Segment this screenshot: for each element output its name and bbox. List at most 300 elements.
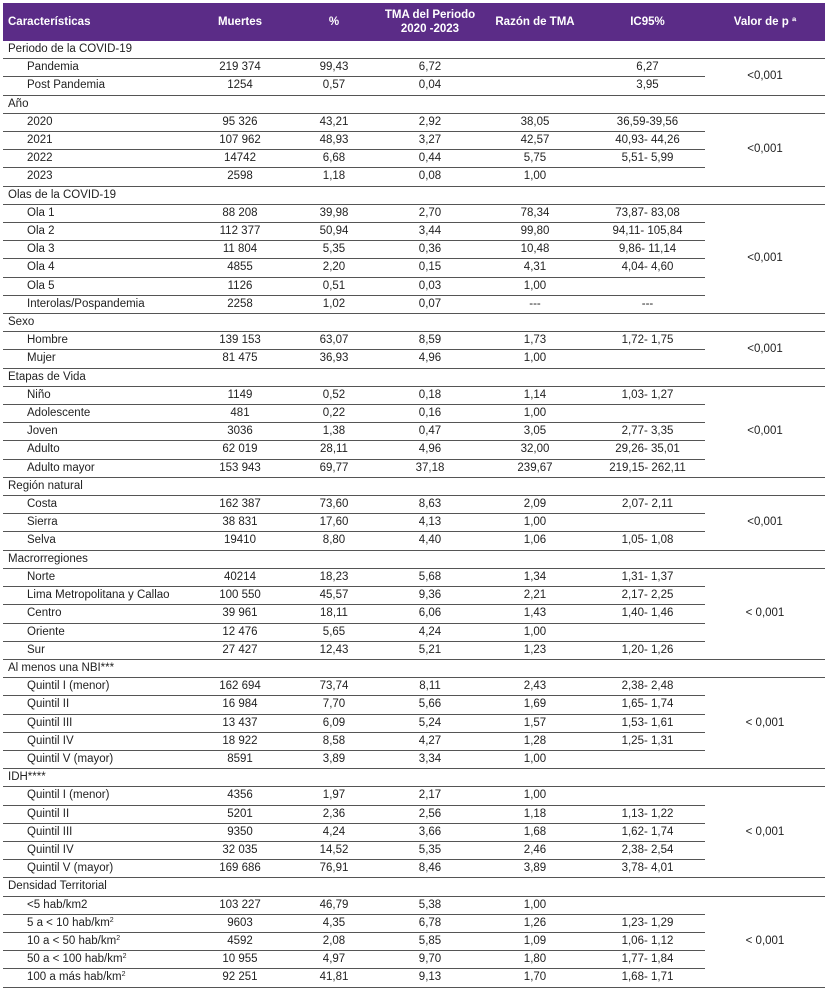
cell-ic: 2,17- 2,25 (590, 587, 705, 605)
cell-tma: 2,70 (380, 204, 480, 222)
row-label-superscript: 2 (122, 953, 127, 961)
row-label-text: 2022 (27, 152, 53, 165)
group-header-row (3, 477, 825, 495)
cell-pct: 43,21 (288, 113, 380, 131)
cell-tma: 9,70 (380, 951, 480, 969)
group-name: Año (3, 95, 825, 113)
row-label-text: Ola 4 (27, 261, 55, 274)
cell-ic: 1,72- 1,75 (590, 332, 705, 350)
row-label-text: Quintil IV (27, 734, 74, 747)
cell-muertes: 81 475 (192, 350, 288, 368)
cell-ic: 1,53- 1,61 (590, 714, 705, 732)
cell-pct: 6,09 (288, 714, 380, 732)
cell-muertes: 1254 (192, 77, 288, 95)
cell-tma: 3,27 (380, 132, 480, 150)
cell-pvalue: <0,001 (705, 59, 825, 95)
row-label (3, 241, 192, 259)
row-label (3, 732, 192, 750)
cell-tma: 0,04 (380, 77, 480, 95)
cell-ic (590, 350, 705, 368)
cell-ic (590, 405, 705, 423)
table-row (3, 459, 825, 477)
cell-tma: 6,06 (380, 605, 480, 623)
row-label-text: Niño (27, 388, 51, 401)
cell-tma: 4,13 (380, 514, 480, 532)
cell-pct: 99,43 (288, 59, 380, 77)
cell-tma: 5,85 (380, 932, 480, 950)
row-label-text: Lima Metropolitana y Callao (27, 589, 170, 602)
cell-pvalue: <0,001 (705, 386, 825, 477)
cell-muertes: 107 962 (192, 132, 288, 150)
cell-pct: 7,70 (288, 696, 380, 714)
table-row (3, 787, 825, 805)
cell-tma: 5,66 (380, 696, 480, 714)
cell-ic: 3,78- 4,01 (590, 860, 705, 878)
table-row (3, 113, 825, 131)
row-label (3, 914, 192, 932)
table-row (3, 678, 825, 696)
cell-ic: 1,03- 1,27 (590, 386, 705, 404)
cell-pct: 17,60 (288, 514, 380, 532)
cell-muertes: 18 922 (192, 732, 288, 750)
row-label (3, 951, 192, 969)
group-name: Macrorregiones (3, 550, 825, 568)
group-header-row (3, 95, 825, 113)
table-row (3, 150, 825, 168)
row-label (3, 641, 192, 659)
table-header (3, 3, 825, 41)
cell-razon: 2,09 (480, 496, 590, 514)
cell-pvalue: <0,001 (705, 496, 825, 551)
cell-muertes: 3036 (192, 423, 288, 441)
cell-razon: 78,34 (480, 204, 590, 222)
cell-muertes: 92 251 (192, 969, 288, 987)
group-name: IDH**** (3, 769, 825, 787)
cell-muertes: 4855 (192, 259, 288, 277)
cell-ic: 1,40- 1,46 (590, 605, 705, 623)
cell-muertes: 169 686 (192, 860, 288, 878)
cell-ic (590, 750, 705, 768)
cell-muertes: 219 374 (192, 59, 288, 77)
cell-ic (590, 514, 705, 532)
cell-ic: 2,07- 2,11 (590, 496, 705, 514)
cell-ic: 1,77- 1,84 (590, 951, 705, 969)
table-row (3, 805, 825, 823)
row-label (3, 823, 192, 841)
table-row (3, 441, 825, 459)
cell-ic: 4,04- 4,60 (590, 259, 705, 277)
cell-pct: 2,20 (288, 259, 380, 277)
table-row (3, 59, 825, 77)
cell-razon: 1,23 (480, 641, 590, 659)
cell-muertes: 139 153 (192, 332, 288, 350)
cell-ic: 1,65- 1,74 (590, 696, 705, 714)
table-row (3, 350, 825, 368)
row-label-text: Selva (27, 534, 56, 547)
row-label (3, 350, 192, 368)
cell-muertes: 39 961 (192, 605, 288, 623)
table-body (3, 41, 825, 987)
cell-razon: 1,00 (480, 277, 590, 295)
table-row (3, 496, 825, 514)
cell-pvalue: <0,001 (705, 113, 825, 186)
row-label-text: 10 a < 50 hab/km (27, 934, 117, 947)
cell-razon: 5,75 (480, 150, 590, 168)
header-tma (380, 3, 480, 41)
row-label (3, 860, 192, 878)
cell-pct: 0,51 (288, 277, 380, 295)
cell-razon: 1,28 (480, 732, 590, 750)
cell-razon: 1,00 (480, 514, 590, 532)
cell-pct: 18,23 (288, 568, 380, 586)
row-label-text: 2021 (27, 134, 53, 147)
cell-ic: 73,87- 83,08 (590, 204, 705, 222)
cell-pct: 4,35 (288, 914, 380, 932)
cell-razon: 1,00 (480, 896, 590, 914)
cell-tma: 9,36 (380, 587, 480, 605)
group-name: Etapas de Vida (3, 368, 825, 386)
table-row (3, 77, 825, 95)
row-label-text: Hombre (27, 334, 68, 347)
cell-muertes: 100 550 (192, 587, 288, 605)
header-caracteristicas: Características (3, 3, 192, 41)
table-row (3, 732, 825, 750)
cell-razon: 239,67 (480, 459, 590, 477)
row-label (3, 150, 192, 168)
row-label (3, 969, 192, 987)
table-row (3, 641, 825, 659)
cell-ic: 36,59-39,56 (590, 113, 705, 131)
table-row (3, 714, 825, 732)
row-label-text: Mujer (27, 352, 56, 365)
cell-muertes: 19410 (192, 532, 288, 550)
cell-pct: 14,52 (288, 841, 380, 859)
group-name: Sexo (3, 314, 825, 332)
row-label (3, 295, 192, 313)
row-label-text: Sur (27, 643, 45, 656)
cell-pvalue: <0,001 (705, 332, 825, 368)
cell-tma: 2,92 (380, 113, 480, 131)
cell-tma: 0,44 (380, 150, 480, 168)
cell-razon (480, 59, 590, 77)
cell-muertes: 2258 (192, 295, 288, 313)
cell-ic: 1,13- 1,22 (590, 805, 705, 823)
row-label-text: Quintil I (menor) (27, 789, 110, 802)
group-header-row (3, 769, 825, 787)
cell-pct: 73,60 (288, 496, 380, 514)
row-label (3, 841, 192, 859)
group-name: Olas de la COVID-19 (3, 186, 825, 204)
cell-ic: 1,68- 1,71 (590, 969, 705, 987)
cell-pct: 0,52 (288, 386, 380, 404)
cell-razon: 3,89 (480, 860, 590, 878)
row-label (3, 605, 192, 623)
table-row (3, 823, 825, 841)
cell-tma: 5,21 (380, 641, 480, 659)
cell-razon: 1,00 (480, 623, 590, 641)
cell-tma: 3,34 (380, 750, 480, 768)
table-row (3, 951, 825, 969)
row-label-text: Sierra (27, 516, 58, 529)
cell-muertes: 16 984 (192, 696, 288, 714)
cell-muertes: 4592 (192, 932, 288, 950)
cell-tma: 5,38 (380, 896, 480, 914)
row-label (3, 568, 192, 586)
group-header-row (3, 878, 825, 896)
row-label-superscript: 2 (121, 971, 126, 979)
row-label-text: Quintil IV (27, 843, 74, 856)
cell-muertes: 8591 (192, 750, 288, 768)
cell-razon: 38,05 (480, 113, 590, 131)
cell-ic: --- (590, 295, 705, 313)
table-row (3, 623, 825, 641)
cell-tma: 0,15 (380, 259, 480, 277)
row-label-text: Norte (27, 570, 56, 583)
row-label-text: Costa (27, 498, 58, 511)
cell-razon: 1,73 (480, 332, 590, 350)
row-label-text: Quintil I (menor) (27, 680, 110, 693)
cell-ic: 1,23- 1,29 (590, 914, 705, 932)
row-label-text: 5 a < 10 hab/km (27, 916, 110, 929)
table-row (3, 932, 825, 950)
cell-tma: 9,13 (380, 969, 480, 987)
cell-tma: 0,16 (380, 405, 480, 423)
table-row (3, 514, 825, 532)
cell-razon: 32,00 (480, 441, 590, 459)
cell-ic (590, 896, 705, 914)
cell-razon: 1,09 (480, 932, 590, 950)
row-label (3, 514, 192, 532)
cell-pct: 41,81 (288, 969, 380, 987)
cell-pvalue: <0,001 (705, 204, 825, 313)
row-label (3, 678, 192, 696)
row-label (3, 587, 192, 605)
cell-pct: 1,38 (288, 423, 380, 441)
cell-pvalue: < 0,001 (705, 787, 825, 878)
cell-muertes: 153 943 (192, 459, 288, 477)
cell-razon: 10,48 (480, 241, 590, 259)
cell-razon: 99,80 (480, 223, 590, 241)
cell-razon: 1,80 (480, 951, 590, 969)
cell-tma: 0,03 (380, 277, 480, 295)
cell-pvalue: < 0,001 (705, 896, 825, 987)
cell-tma: 4,27 (380, 732, 480, 750)
cell-ic: 3,95 (590, 77, 705, 95)
group-name: Región natural (3, 477, 825, 495)
cell-tma: 5,35 (380, 841, 480, 859)
cell-muertes: 40214 (192, 568, 288, 586)
header-tma-line1: TMA del Periodo (384, 9, 476, 21)
row-label-text: Joven (27, 425, 58, 438)
cell-pct: 5,35 (288, 241, 380, 259)
cell-pct: 5,65 (288, 623, 380, 641)
row-label (3, 59, 192, 77)
cell-muertes: 32 035 (192, 841, 288, 859)
cell-razon: 1,06 (480, 532, 590, 550)
cell-muertes: 103 227 (192, 896, 288, 914)
cell-pct: 0,22 (288, 405, 380, 423)
row-label (3, 787, 192, 805)
cell-muertes: 11 804 (192, 241, 288, 259)
row-label-text: 2020 (27, 115, 53, 128)
row-label-text: 2023 (27, 170, 53, 183)
table-row (3, 969, 825, 987)
cell-pvalue: < 0,001 (705, 568, 825, 659)
cell-ic: 1,06- 1,12 (590, 932, 705, 950)
cell-ic: 6,27 (590, 59, 705, 77)
cell-tma: 6,78 (380, 914, 480, 932)
cell-ic: 2,38- 2,54 (590, 841, 705, 859)
cell-tma: 6,72 (380, 59, 480, 77)
cell-tma: 5,68 (380, 568, 480, 586)
row-label (3, 896, 192, 914)
cell-pct: 12,43 (288, 641, 380, 659)
group-name: Densidad Territorial (3, 878, 825, 896)
cell-tma: 8,46 (380, 860, 480, 878)
cell-ic: 1,31- 1,37 (590, 568, 705, 586)
row-label-text: 100 a más hab/km (27, 971, 122, 984)
cell-muertes: 1149 (192, 386, 288, 404)
table-row (3, 168, 825, 186)
group-header-row (3, 368, 825, 386)
cell-pct: 45,57 (288, 587, 380, 605)
header-pvalor: Valor de p ª (705, 3, 825, 41)
row-label (3, 750, 192, 768)
row-label-text: Adulto (27, 443, 60, 456)
table-row (3, 386, 825, 404)
cell-ic: 29,26- 35,01 (590, 441, 705, 459)
table-row (3, 259, 825, 277)
row-label (3, 277, 192, 295)
cell-razon: --- (480, 295, 590, 313)
row-label-text: Quintil III (27, 825, 73, 838)
cell-tma: 3,66 (380, 823, 480, 841)
row-label-superscript: 2 (109, 916, 114, 924)
table-row (3, 914, 825, 932)
row-label (3, 168, 192, 186)
row-label-text: <5 hab/km2 (27, 898, 88, 911)
cell-razon: 1,69 (480, 696, 590, 714)
cell-razon: 2,43 (480, 678, 590, 696)
cell-razon: 3,05 (480, 423, 590, 441)
cell-ic: 40,93- 44,26 (590, 132, 705, 150)
cell-ic: 1,20- 1,26 (590, 641, 705, 659)
cell-ic: 1,62- 1,74 (590, 823, 705, 841)
cell-razon: 1,70 (480, 969, 590, 987)
table-row (3, 696, 825, 714)
cell-ic: 219,15- 262,11 (590, 459, 705, 477)
row-label (3, 132, 192, 150)
cell-muertes: 2598 (192, 168, 288, 186)
row-label (3, 77, 192, 95)
cell-pct: 76,91 (288, 860, 380, 878)
table-row (3, 423, 825, 441)
table-row (3, 277, 825, 295)
cell-pct: 1,18 (288, 168, 380, 186)
header-ic: IC95% (590, 3, 705, 41)
row-label (3, 696, 192, 714)
row-label-text: Quintil V (mayor) (27, 752, 114, 765)
cell-tma: 0,36 (380, 241, 480, 259)
table-row (3, 295, 825, 313)
row-label-text: Ola 3 (27, 243, 55, 256)
cell-tma: 0,07 (380, 295, 480, 313)
cell-pct: 73,74 (288, 678, 380, 696)
cell-pct: 4,97 (288, 951, 380, 969)
table-row (3, 241, 825, 259)
row-label (3, 714, 192, 732)
cell-tma: 3,44 (380, 223, 480, 241)
row-label (3, 113, 192, 131)
cell-muertes: 12 476 (192, 623, 288, 641)
cell-pct: 48,93 (288, 132, 380, 150)
cell-razon: 2,46 (480, 841, 590, 859)
cell-ic (590, 168, 705, 186)
cell-razon: 1,14 (480, 386, 590, 404)
cell-muertes: 38 831 (192, 514, 288, 532)
row-label-text: Oriente (27, 625, 65, 638)
cell-tma: 8,63 (380, 496, 480, 514)
cell-muertes: 95 326 (192, 113, 288, 131)
cell-razon: 1,00 (480, 750, 590, 768)
cell-tma: 2,56 (380, 805, 480, 823)
cell-ic: 1,05- 1,08 (590, 532, 705, 550)
table-row (3, 605, 825, 623)
cell-muertes: 9350 (192, 823, 288, 841)
cell-pct: 69,77 (288, 459, 380, 477)
row-label-superscript: 2 (116, 934, 121, 942)
row-label-text: Pandemia (27, 61, 79, 74)
row-label (3, 332, 192, 350)
cell-tma: 4,40 (380, 532, 480, 550)
cell-ic (590, 623, 705, 641)
row-label-text: Interolas/Pospandemia (27, 297, 145, 310)
cell-muertes: 5201 (192, 805, 288, 823)
cell-tma: 4,96 (380, 350, 480, 368)
cell-pct: 39,98 (288, 204, 380, 222)
cell-razon: 1,57 (480, 714, 590, 732)
cell-razon: 2,21 (480, 587, 590, 605)
table-row (3, 896, 825, 914)
row-label (3, 932, 192, 950)
group-header-row (3, 41, 825, 59)
cell-tma: 4,96 (380, 441, 480, 459)
cell-muertes: 162 694 (192, 678, 288, 696)
cell-razon (480, 77, 590, 95)
cell-tma: 8,59 (380, 332, 480, 350)
cell-pct: 28,11 (288, 441, 380, 459)
cell-razon: 1,00 (480, 168, 590, 186)
row-label (3, 459, 192, 477)
cell-tma: 0,08 (380, 168, 480, 186)
header-tma-line2: 2020 -2023 (400, 23, 460, 35)
cell-muertes: 481 (192, 405, 288, 423)
cell-pct: 1,02 (288, 295, 380, 313)
cell-muertes: 10 955 (192, 951, 288, 969)
table-row (3, 750, 825, 768)
table-row (3, 860, 825, 878)
row-label-text: Adulto mayor (27, 461, 95, 474)
cell-razon: 1,34 (480, 568, 590, 586)
table-row (3, 132, 825, 150)
table-row (3, 587, 825, 605)
cell-muertes: 112 377 (192, 223, 288, 241)
cell-muertes: 9603 (192, 914, 288, 932)
group-header-row (3, 659, 825, 677)
cell-muertes: 13 437 (192, 714, 288, 732)
table-row (3, 204, 825, 222)
row-label (3, 386, 192, 404)
